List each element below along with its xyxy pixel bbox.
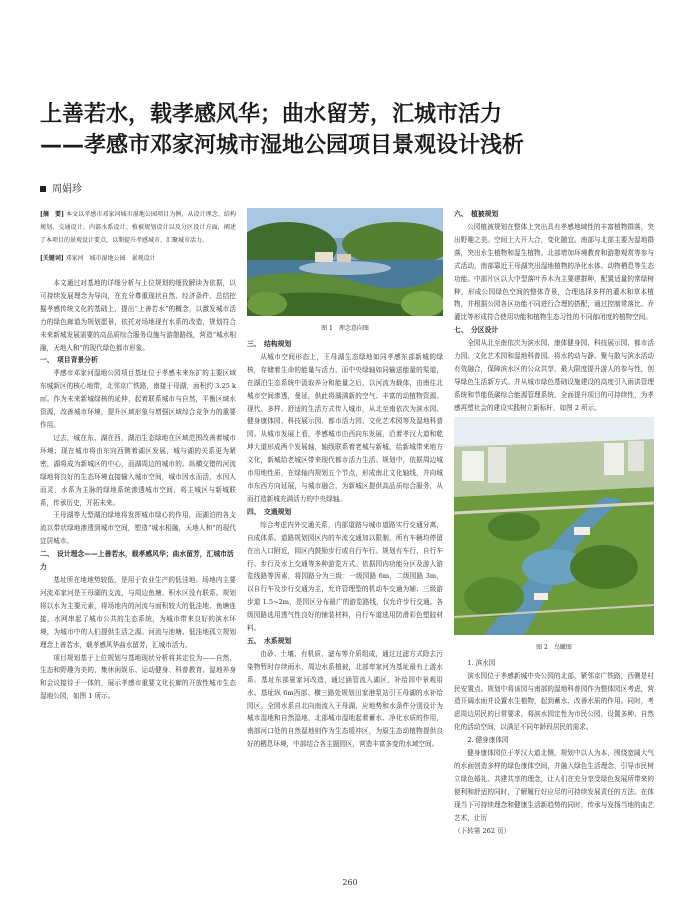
- section-6-heading: 六、 植被规划: [454, 210, 499, 218]
- continued-note: （下转第 262 页）: [454, 826, 511, 835]
- author: [40, 180, 82, 195]
- keywords: [关键词] 邓家河 城市湿地公园 景观设计: [40, 255, 156, 262]
- section-2-heading: 二、 设计理念——上善若水，载孝感风华；曲水留芳，汇城市活力: [40, 550, 234, 572]
- title-line-2: ——孝感市邓家河城市湿地公园项目景观设计浅析: [40, 133, 525, 158]
- section-5-heading: 五、 水系规划: [247, 636, 292, 645]
- section-1-paragraph-1: 孝感市邓家河湿地公园项目基址位于孝感未来东扩的主要区域东城新区的核心地带，北邻京广铁路，南接于母湖，面积约 3.25 k㎡。作为未来新城绿核的延伸，起着联系城市与自然，平衡区域水资源，改善城市环境，提升区域形象与增强区域综合竞争力的重要作用。: [40, 369, 236, 430]
- subsection-2-heading: 2. 健身康体园: [467, 736, 509, 745]
- section-7-heading: 七、 分区设计: [454, 326, 499, 335]
- column-3: [454, 208, 654, 837]
- section-6-paragraph-1: 公园植被规划在整体上突出具有孝感地域性的丰富植物群落，突出野趣之美。空间上大开大合，变化随宜。南部与北部主要为湿地群落，突出水生植物和湿生植物。北部增加环境教育和游憩观赏等参与式活动，南部靠近王母湖突出湿地植物的净化水体、动物栖息等生态功能。中部片区以大中型落叶乔木为主要建群种，配置适量的常绿树种，形成公园绿色空间的整体背景，合理选择多样的灌木和草本植物，并根据公园各区功能不同进行合理的搭配，通过控制常落比、乔灌比等形成符合使用功能和植物生态习性的不同郁闭度的植物空间。: [454, 223, 654, 322]
- section-2-paragraph-1: 基址所在地地势较低，是用于农业生产的低洼地。场地内主要河流邓家河是王母湖的支流，与周边鱼塘、积水区没有联系。规划将以水为主要元素，将场地内的河流与面积较大的低洼地、鱼塘连接，水网串起了城市公共的生态系统，为城市带来良好的滨水环境，为城市中的人们提供生活之源。河流与池塘、低洼地孤立规划理念上善若水，载孝感风华曲水留芳，汇城市活力。: [40, 576, 236, 649]
- figure-2-aerial-view: [454, 417, 654, 635]
- figure-1-caption: 图 1 理念意向图: [321, 324, 369, 332]
- subsection-2-paragraph: 健身康体园位于孝汉大道北侧，规划中以人为本，围绕宽阔大气的水面创造多样的绿色康体空间，并融入绿色生活理念，引导市民树立绿色婚礼、共建共享的理念，让人们在充分享受绿色发展所带来的便利和舒适的同时，了解履行好应尽的可持续发展责任的方法。在体现当下可持续理念和健康生活新趋势的同时，传承与发扬当地的曲艺艺术，让历: [454, 749, 654, 822]
- figure-1-concept-image: [247, 208, 443, 316]
- section-2-paragraph-2: 项目规划基于上位规划与基地现状分析将其定位为——自然、生态和野趣为美的，集休闲娱乐、运动健身、科普教育、湿地养身和会议接待于一体的，展示孝感市重要文化长廊的开放性城市生态湿地公园，如图 1 所示。: [40, 653, 236, 701]
- intro-paragraph: 本文通过对基地的详细分析与上位规划的细致解读为依据，以可持续发展理念为导向，在充分尊重现状自然、经济条件、总结挖掘孝感传统文化的基础上，提出“上善若水”的概念，以激发城市活力的绿色廊道为规划愿景，依托对场地现有水系的改造，规划符合未来新城发展需要的高品质综合服务设施与游憩路线，营造“城水相融，天地人和”的现代绿色都市形象。: [40, 279, 236, 352]
- section-3-heading: 三、 结构规划: [247, 339, 292, 348]
- title-line-1: 上善若水，载孝感风华；曲水留芳，汇城市活力: [40, 102, 503, 127]
- section-7-paragraph-1: 全园从北至南依次为滨水园、康体健身园、科技展示园、都市活力园、文化艺术园和湿地科普园。将水的动与静、聚与散与滨水活动有效融合，保障滨水区的公众共享，最大限度提升游人的参与性，创导绿色生活新方式。并从城市绿色基础设施建设的高度引入雨洪管理系统和节能低碳综合能源管理系统，全面提升项目的可持续性，为孝感再塑社会的建设实践树立新标杆，如图 2 所示。: [454, 339, 654, 412]
- section-4-paragraph-1: 综合考虑内外交通关系，内部道路与城市道路实行交通分离，自成体系。道路规划园区内的车流交通加以限制，所有车辆均停留在出入口附近，园区内鼓励步行或自行车行。规划有车行、自行车行、步行及水上交通等多种游览方式。依据园内功能分区及游人游览线路等因素，将园路分为三级：一级园路 6m，二级园路 3m，以自行车及步行交通为主，允许管理型的机动车交通为辅；三级游步道 1.5~2m，是园区分布最广的游览路线，仅允许步行交通。各级园路选用透气性良好的铺装材料，自行车道选用防滑彩色塑胶材料。: [247, 520, 443, 633]
- section-1-heading: 一、 项目背景分析: [40, 356, 98, 365]
- subsection-1-heading: 1. 滨水园: [467, 658, 496, 667]
- subsection-1-paragraph: 滨水园位于孝感新城中央公园的北部，紧邻京广铁路，西侧是村民安置点。规划中将该园与南部的湿地科普园作为整体园区考虑，营造开阔水面并设置水生植物，起到蓄水、改善水质的作用。同时，考虑周边居民的日常要求，将滨水园定性为市民公园，设置多种、自然化的活动空间，以满足不同年龄段居民的需求。: [454, 671, 654, 732]
- page-number: 260: [342, 878, 358, 887]
- section-1-paragraph-2: 过去，城在东、湖在西，湖泊生态绿地在区域范围改善着城市环境；现在城市将由东向西侧着湖区发展，城与湖的关系更为紧密，湖将成为新城区的中心，而湖周边的城市的。纵横交错的河流绿地将良好的生态环境直接输入城市空间，城市因水而活，水因人而灵，水系为主脉的绿地系统渗透城市空间，将主城区与新城联系，传承历史，开拓未来。: [40, 433, 236, 507]
- section-5-paragraph-1: 由砂、土壤、有机质、滤布等介质组成，通过过滤方式除去污染物暂时存续雨水，周边水系植被，北部卑家河为基址最有上游水系。基址东部夏家河改造，通过涵管流入湖区，补给园中景观用水。基址纵 6m西部、横三路处规划田家港泵站引王母湖的水补给园区。全园水系自北向南流入王母湖，应地势和水条件分别设计为城市湿地和自然湿地，北部城市湿地起着蓄水、净化水质的作用，南部河口处的自然湿地则作为生态缓冲区，为原生态动植物提供良好的栖息环境，中部结合各主题园区，营造丰富多变的水域空间。: [247, 649, 443, 749]
- section-4-heading: 四、 交通规划: [247, 507, 292, 516]
- author-name: 周娟珍: [52, 184, 82, 195]
- figure-2-caption: 图 2 鸟瞰图: [536, 643, 572, 651]
- bullet-square-icon: [40, 186, 46, 192]
- column-2: [247, 208, 443, 751]
- column-1: [40, 208, 236, 703]
- section-1-paragraph-3: 王母湖等大型湖泊绿地将发挥城市绿心的作用，而湖泊的各支流以带状绿地渗透到城市空间，塑造“城水相融，天地人和”的现代宜居城市。: [40, 511, 236, 546]
- section-3-paragraph-1: 从城市空间形态上，王母湖生态绿地如同孝感东部新城的绿核，存储着生命的能量与活力，而中央绿轴如同输送能量的渠道，在湖泊生态系统中汲取养分和能量之后，以河流为载体，由南往北城市空间渗透，曼延，供此将湖满新的空气、丰富的动植物资源、现代、多样、舒适的生活方式传入城市，从北至南依次为滨水园、健身康体园、科技展示园、都市活力园、文化艺术园等及湿地科普园。从城市发展上看，孝感城市由西向东发展，沿着孝汉大道和乾坤大道形成两个发展轴，轴线联系着老城与新城，给新城带来地方文化，新城给老城区带来现代都市活力生活。规划中，依据周边城市用地性质，在绿轴内规划五个节点，形成南北文化轴线，并向城市东西方向延展，与城市融合，为新城区提供高品质综合服务，从而打造新城充满活力的中央绿轴。: [247, 352, 443, 503]
- abstract: [摘 要] 本文以孝感市邓家河城市湿地公园项目为例，从设计理念、结构规划、交通设计、内部水系设计、植被规划设计以及分区设计方面，阐述了本项目的景观设计要点，以期提升孝感城市、汇聚城市活力。: [40, 211, 236, 244]
